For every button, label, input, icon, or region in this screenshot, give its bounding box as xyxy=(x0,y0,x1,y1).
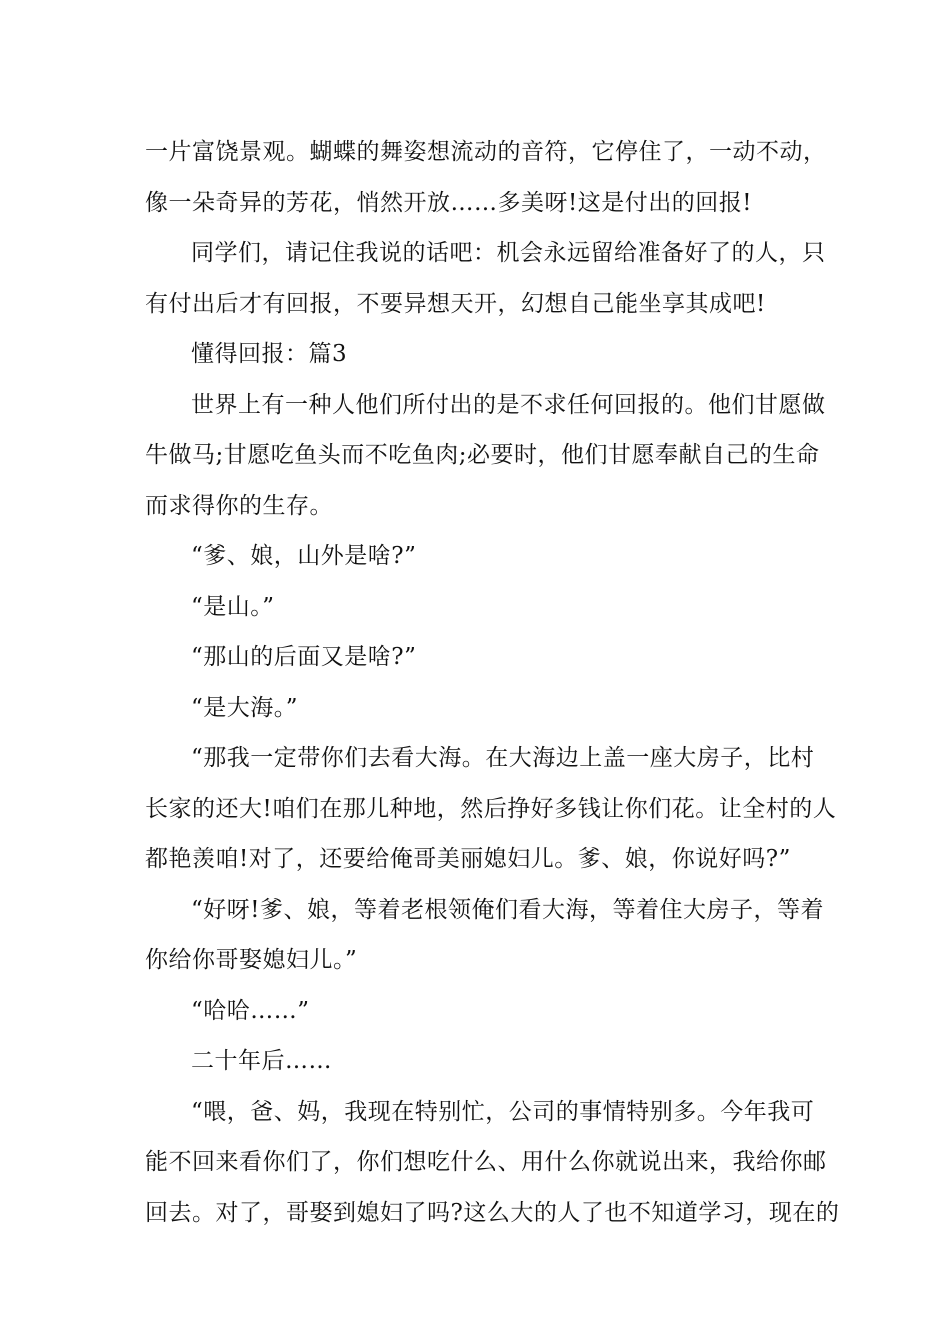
paragraph-line: 世界上有一种人他们所付出的是不求任何回报的。他们甘愿做 xyxy=(191,391,826,418)
paragraph xyxy=(145,885,825,986)
paragraph xyxy=(145,582,810,633)
paragraph xyxy=(145,1087,840,1239)
paragraph-line: 牛做马;甘愿吃鱼头而不吃鱼肉;必要时，他们甘愿奉献自己的生命 xyxy=(145,442,820,468)
paragraph xyxy=(145,1036,810,1087)
paragraph xyxy=(145,228,826,329)
paragraph xyxy=(145,683,810,734)
paragraph-line: 而求得你的生存。 xyxy=(145,492,333,519)
paragraph-line: 有付出后才有回报，不要异想天开，幻想自己能坐享其成吧! xyxy=(145,290,766,317)
paragraph xyxy=(145,632,810,683)
paragraph-line: 二十年后…… xyxy=(191,1048,332,1074)
paragraph-line: 回去。对了，哥娶到媳妇了吗?这么大的人了也不知道学习，现在的 xyxy=(145,1199,840,1226)
paragraph-line: “那我一定带你们去看大海。在大海边上盖一座大房子，比村 xyxy=(191,745,815,771)
paragraph-line: “哈哈……” xyxy=(191,997,310,1024)
paragraph xyxy=(145,531,810,582)
paragraph-line: 都艳羡咱!对了，还要给俺哥美丽媳妇儿。爹、娘，你说好吗?” xyxy=(145,846,791,872)
document-body xyxy=(145,127,840,1238)
paragraph-line: 像一朵奇异的芳花，悄然开放……多美呀!这是付出的回报! xyxy=(145,189,752,216)
paragraph-line: “爹、娘，山外是啥?” xyxy=(191,543,417,569)
paragraph-line: 你给你哥娶媳妇儿。” xyxy=(145,947,358,973)
paragraph xyxy=(145,127,827,228)
paragraph-line: 一片富饶景观。蝴蝶的舞姿想流动的音符，它停住了，一动不动， xyxy=(145,139,827,165)
paragraph-line: “好呀!爹、娘，等着老根领俺们看大海，等着住大房子，等着 xyxy=(191,896,825,923)
paragraph xyxy=(145,329,810,380)
paragraph-line: 长家的还大!咱们在那儿种地，然后挣好多钱让你们花。让全村的人 xyxy=(145,795,837,822)
paragraph-line: “是山。” xyxy=(191,593,275,620)
paragraph-line: “喂，爸、妈，我现在特别忙，公司的事情特别多。今年我可 xyxy=(191,1098,815,1125)
paragraph-line: 同学们，请记住我说的话吧：机会永远留给准备好了的人，只 xyxy=(191,240,826,266)
paragraph xyxy=(145,733,837,885)
paragraph-line: 懂得回报：篇3 xyxy=(191,341,348,367)
paragraph-line: “那山的后面又是啥?” xyxy=(191,644,417,670)
paragraph xyxy=(145,986,810,1037)
paragraph-line: “是大海。” xyxy=(191,694,299,721)
paragraph xyxy=(145,380,826,532)
paragraph-line: 能不回来看你们了，你们想吃什么、用什么你就说出来，我给你邮 xyxy=(145,1149,827,1175)
